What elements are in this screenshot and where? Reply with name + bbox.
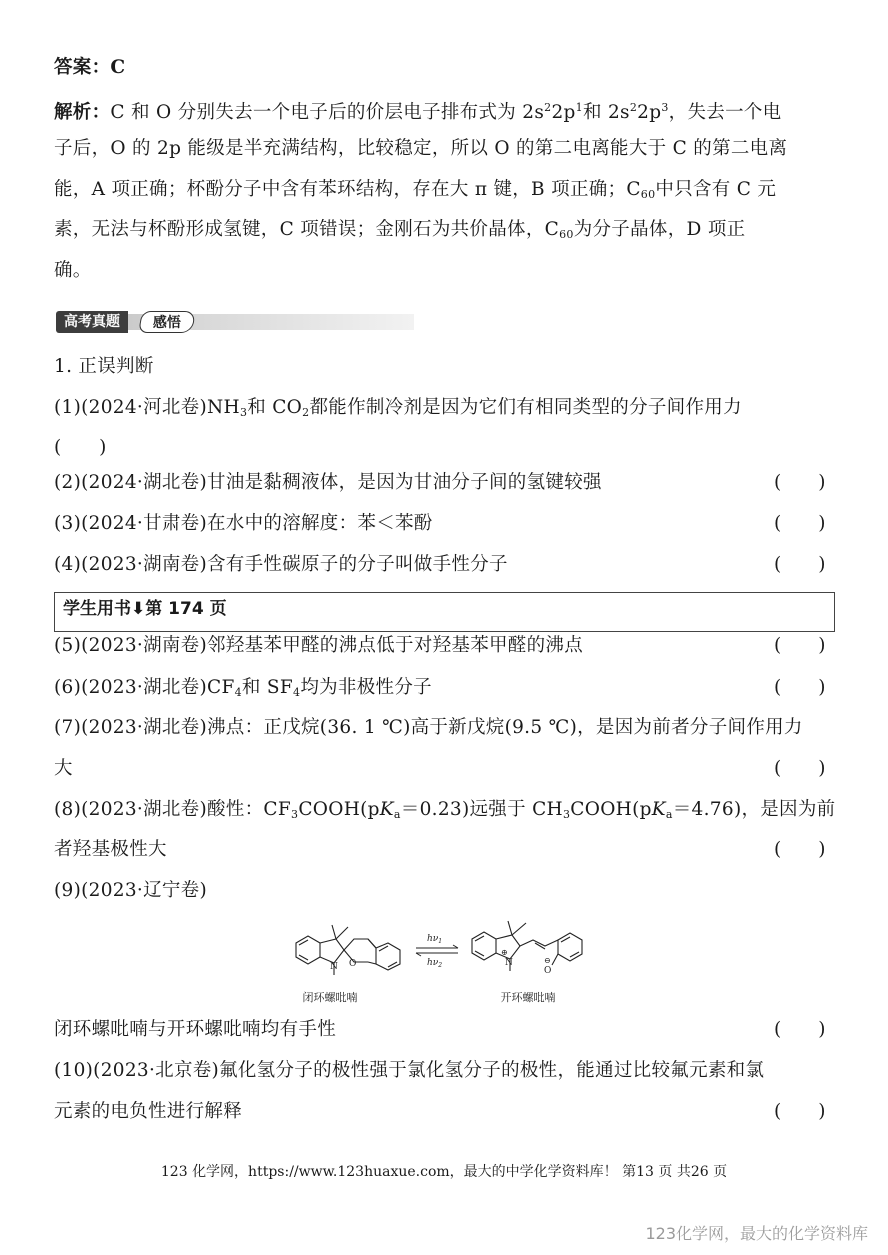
question-text: (4)(2023·湖南卷)含有手性碳原子的分子叫做手性分子 — [54, 554, 508, 575]
analysis-line-3 — [54, 174, 834, 206]
atom-O-right: O — [544, 966, 552, 976]
equilibrium-arrows — [416, 945, 458, 956]
question-text: COOH(p — [298, 799, 380, 820]
analysis-line-5: 确。 — [54, 260, 92, 281]
question-7: (7)(2023·湖北卷)沸点：正戊烷(36. 1 ℃)高于新戊烷(9.5 ℃)，是因为前者分子间作用力 — [54, 717, 803, 738]
question-text: 大 — [54, 758, 73, 779]
hv2-label: $h\nu_2$ — [427, 958, 443, 969]
subscript: a — [665, 808, 673, 821]
answer-value: C — [110, 57, 126, 78]
question-text: (8)(2023·湖北卷)酸性：CF — [54, 799, 291, 820]
question-text: 元素的电负性进行解释 — [54, 1101, 243, 1122]
open-spiropyran-label: 开环螺吡喃 — [500, 991, 556, 1004]
question-3 — [54, 508, 834, 540]
question-text: (1)(2024·河北卷)NH — [54, 397, 240, 418]
subscript: 3 — [239, 406, 248, 419]
question-text: 者羟基极性大 — [54, 839, 167, 860]
question-5 — [54, 630, 834, 662]
question-7-line-2 — [54, 753, 834, 785]
book-reference-box — [54, 592, 835, 632]
question-text: 闭环螺吡喃与开环螺吡喃均有手性 — [54, 1019, 337, 1040]
superscript: 3 — [661, 101, 669, 114]
analysis-text: ，失去一个电 — [668, 102, 782, 123]
question-text: COOH(p — [570, 799, 652, 820]
question-text: (6)(2023·湖北卷)CF — [54, 677, 235, 698]
banner-tag-insight-label: 感悟 — [152, 315, 181, 331]
question-text: ＝0.23)远强于 CH — [400, 799, 563, 820]
atom-N-left: N — [330, 962, 338, 972]
answer-blank[interactable]: ( ) — [774, 1101, 826, 1122]
subscript: 2 — [302, 406, 310, 419]
superscript: 2 — [544, 101, 552, 114]
watermark: 123化学网，最大的化学资料库 — [645, 1224, 868, 1243]
question-10-line-2 — [54, 1096, 834, 1128]
question-10: (10)(2023·北京卷)氟化氢分子的极性强于氯化氢分子的极性，能通过比较氟元素和氯 — [54, 1060, 765, 1081]
analysis-line-4 — [54, 214, 834, 246]
analysis-text: 2p — [637, 102, 662, 123]
analysis-text: C 和 O 分别失去一个电子后的价层电子排布式为 2s — [110, 102, 545, 123]
analysis-text: 为分子晶体，D 项正 — [573, 219, 746, 240]
banner-tag-insight — [138, 311, 196, 333]
subscript: a — [393, 808, 401, 821]
closed-ring-structure — [296, 925, 400, 975]
question-text: (2)(2024·湖北卷)甘油是黏稠液体，是因为甘油分子间的氢键较强 — [54, 472, 602, 493]
answer-blank[interactable]: ( ) — [774, 635, 826, 656]
negative-charge: ⊖ — [544, 956, 551, 965]
subscript: 60 — [559, 228, 574, 241]
analysis-line-2: 子后，O 的 2p 能级是半充满结构，比较稳定，所以 O 的第二电离能大于 C 的第二电离 — [54, 138, 788, 159]
question-2 — [54, 467, 834, 499]
subscript: 3 — [562, 808, 571, 821]
spiropyran-figure — [290, 915, 610, 1007]
answer-blank[interactable]: ( ) — [774, 677, 826, 698]
analysis-label: 解析： — [54, 102, 111, 123]
subscript: 60 — [640, 188, 656, 201]
analysis-text: 2p — [551, 102, 576, 123]
answer-line — [54, 52, 834, 84]
question-text: (3)(2024·甘肃卷)在水中的溶解度：苯＜苯酚 — [54, 513, 433, 534]
subscript: 4 — [234, 686, 242, 699]
atom-N-right: N — [505, 958, 513, 968]
superscript: 1 — [575, 101, 583, 114]
question-9-statement — [54, 1014, 834, 1046]
answer-blank[interactable]: ( ) — [774, 839, 826, 860]
atom-O-left: O — [349, 959, 357, 969]
answer-blank[interactable]: ( ) — [774, 1019, 826, 1040]
question-text: 都能作制冷剂是因为它们有相同类型的分子间作用力 — [309, 397, 742, 418]
question-text: (5)(2023·湖南卷)邻羟基苯甲醛的沸点低于对羟基苯甲醛的沸点 — [54, 635, 584, 656]
question-8 — [54, 794, 834, 826]
answer-blank[interactable]: ( ) — [774, 513, 826, 534]
question-text: 和 SF — [241, 677, 293, 698]
question-text: ＝4.76)，是因为前 — [672, 799, 836, 820]
section-title: 1. 正误判断 — [54, 356, 154, 377]
question-text: 均为非极性分子 — [300, 677, 432, 698]
question-text: 和 CO — [247, 397, 303, 418]
closed-spiropyran-label: 闭环螺吡喃 — [302, 991, 358, 1004]
question-1 — [54, 392, 834, 424]
italic-symbol: K — [379, 799, 394, 820]
question-6 — [54, 672, 834, 704]
open-ring-structure — [472, 921, 582, 971]
indoline-ring — [320, 939, 344, 963]
section-banner — [56, 311, 416, 333]
analysis-text: 中只含有 C 元 — [655, 179, 777, 200]
banner-tag-exam: 高考真题 — [56, 311, 128, 333]
pyran-ring — [344, 939, 376, 950]
subscript: 3 — [291, 808, 299, 821]
answer-blank[interactable]: ( ) — [774, 554, 826, 575]
superscript: 2 — [629, 101, 638, 114]
book-reference: 学生用书⬇第 174 页 — [63, 599, 227, 619]
analysis-text: 素，无法与杯酚形成氢键，C 项错误；金刚石为共价晶体，C — [54, 219, 560, 240]
italic-symbol: K — [651, 799, 666, 820]
question-4 — [54, 549, 834, 581]
answer-blank[interactable]: ( ) — [774, 472, 826, 493]
hv1-label: $h\nu_1$ — [427, 934, 443, 945]
question-1-answer-blank[interactable]: ( ) — [54, 437, 107, 458]
subscript: 4 — [293, 686, 301, 699]
page-footer: 123 化学网，https://www.123huaxue.com，最大的中学化学资料库！ 第13 页 共26 页 — [160, 1164, 728, 1180]
positive-charge: ⊕ — [501, 948, 508, 957]
question-8-line-2 — [54, 834, 834, 866]
question-9: (9)(2023·辽宁卷) — [54, 880, 208, 901]
answer-label: 答案： — [54, 57, 111, 78]
answer-blank[interactable]: ( ) — [774, 758, 826, 779]
analysis-text: 和 2s — [582, 102, 630, 123]
analysis-line-1 — [54, 92, 834, 124]
analysis-text: 能，A 项正确；杯酚分子中含有苯环结构，存在大 π 键，B 项正确；C — [54, 179, 641, 200]
